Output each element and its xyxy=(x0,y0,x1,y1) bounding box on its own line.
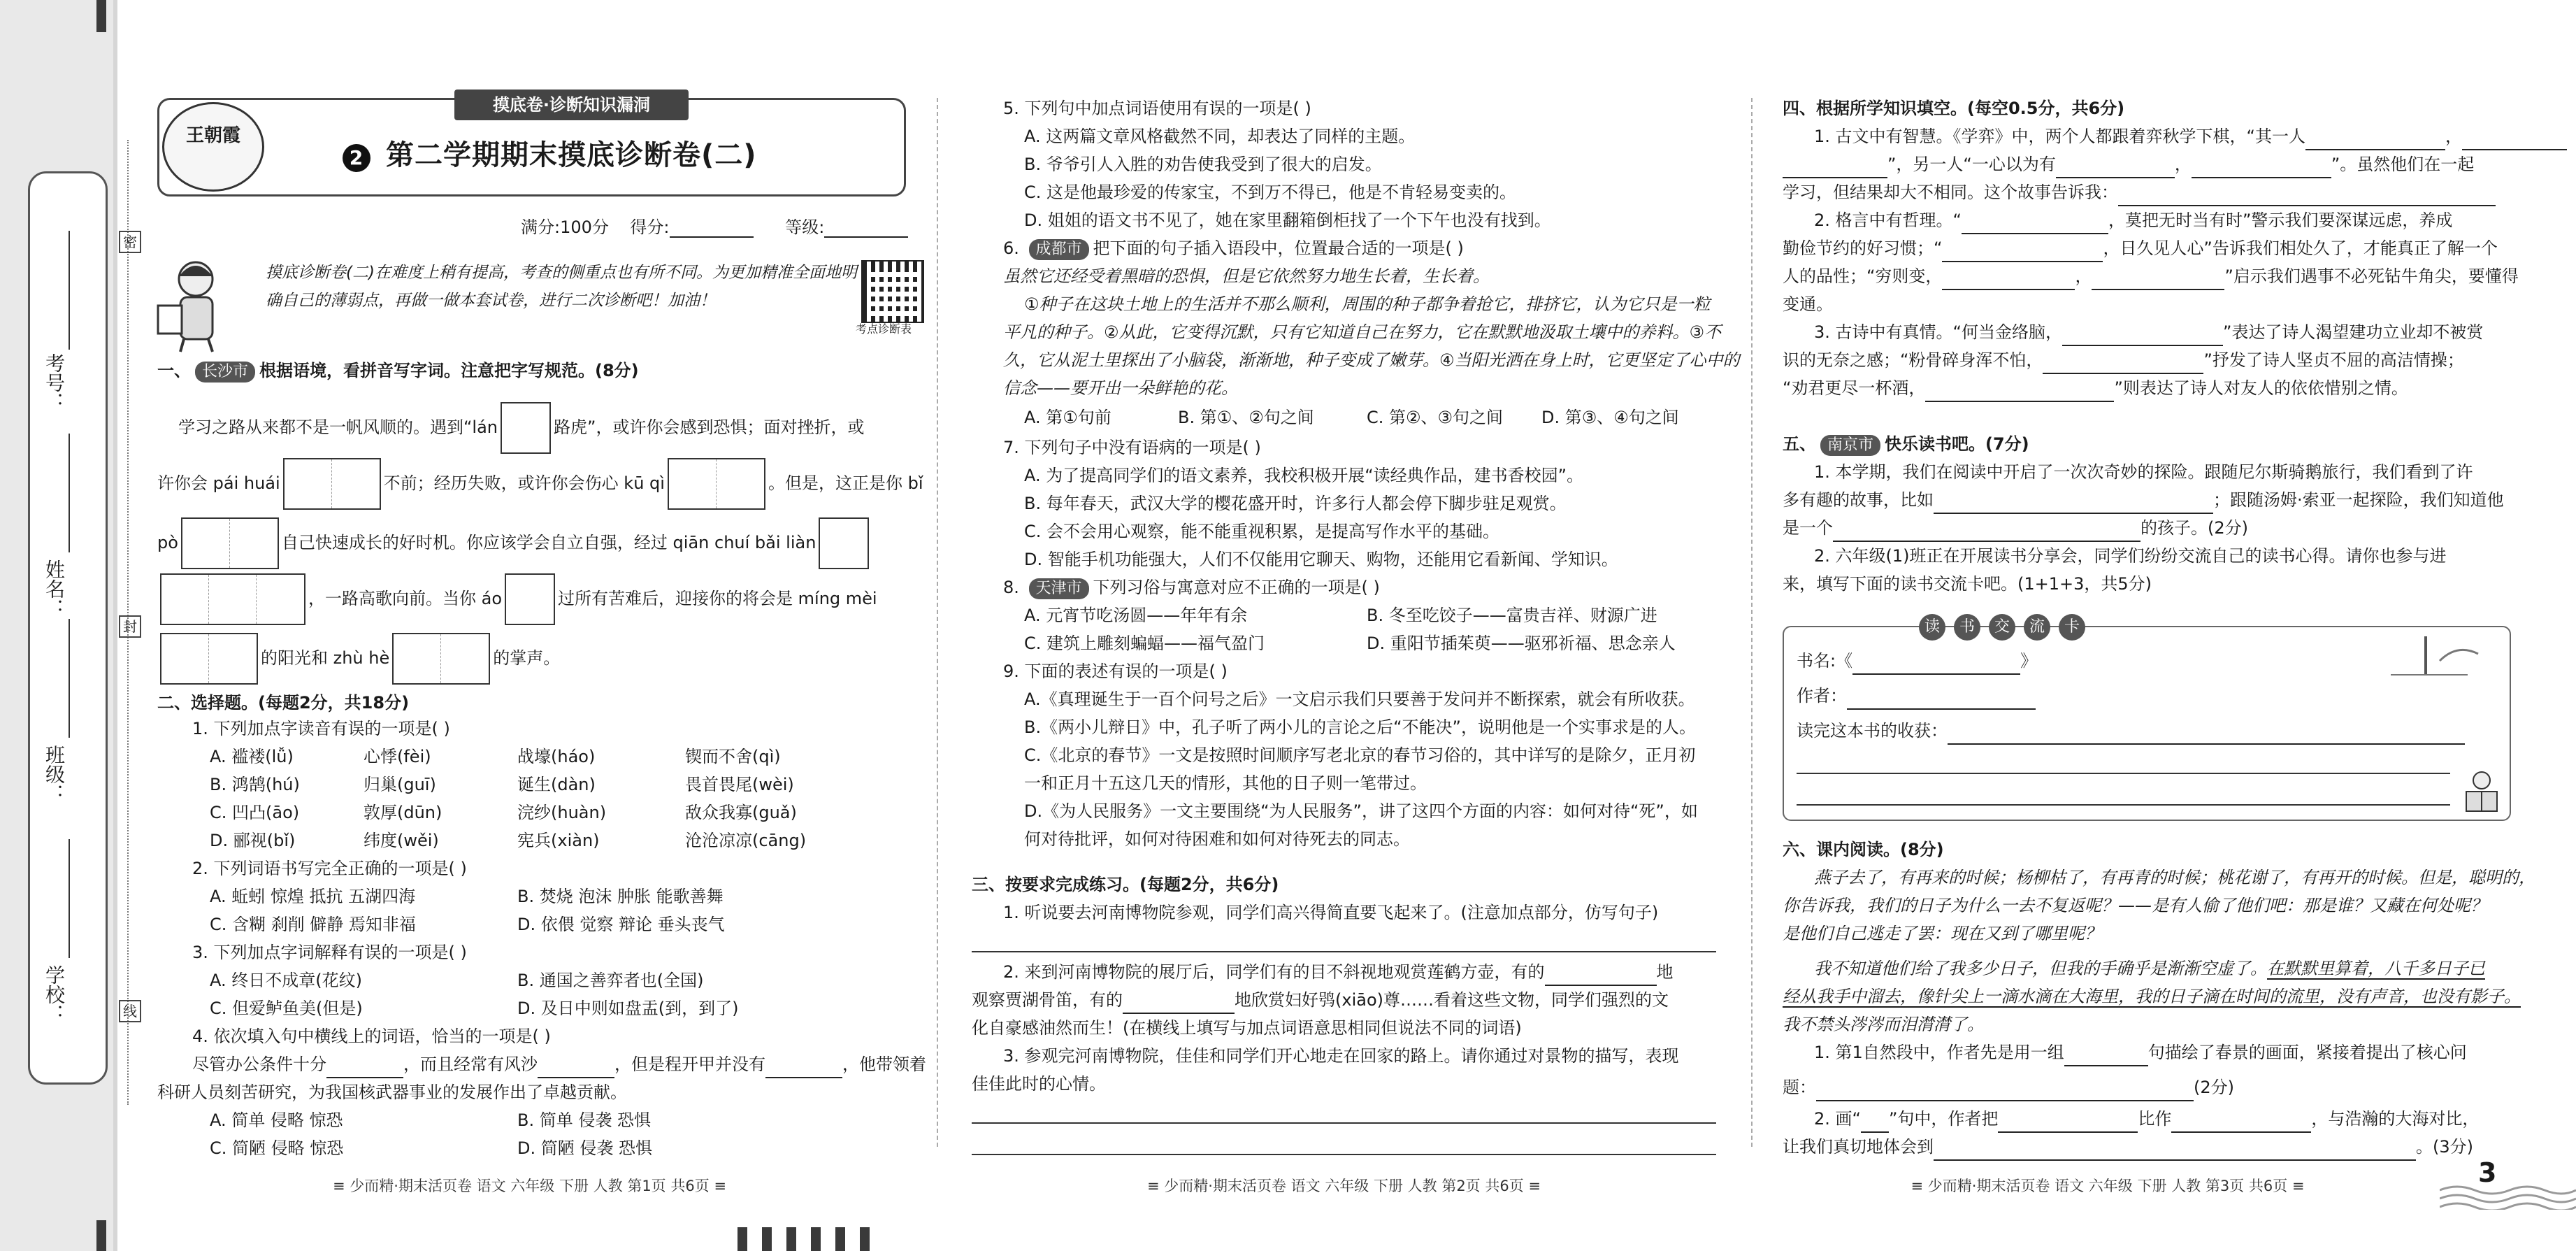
publisher-logo xyxy=(162,102,264,192)
s1-text: 不前；经历失败，或许你会伤心 kū qì xyxy=(383,473,665,493)
option-item[interactable]: D. 第③、④句之间 xyxy=(1541,408,1679,427)
logo-text: 王朝霞 xyxy=(185,125,240,146)
option-item[interactable]: B. 焚烧 泡沫 肿胀 能歌善舞 xyxy=(517,887,724,906)
print-bar xyxy=(860,1227,870,1251)
intro-text: 摸底诊断卷(二)在难度上稍有提高，考查的侧重点也有所不同。为更加精准全面地明确自己的薄弱点，再做一做本套试卷，进行二次诊断吧！加油！ xyxy=(266,264,857,310)
option-item[interactable]: 沧沧凉凉(cāng) xyxy=(685,831,807,850)
s1-text: pò xyxy=(157,533,178,552)
s5-text: 多有趣的故事，比如 xyxy=(1783,490,1934,510)
card-gain-line-3[interactable] xyxy=(1797,804,2450,806)
option-item[interactable]: A. 蚯蚓 惊煌 抵抗 五湖四海 xyxy=(210,887,416,906)
option-item[interactable]: C. 会不会用心观察，能不能重视积累，是提高写作水平的基础。 xyxy=(1024,522,1500,541)
s3q2-text: 地 xyxy=(1656,962,1674,982)
question-9: 9. 下面的表述有误的一项是( ) xyxy=(1003,662,1228,681)
question-2: 2. 下列词语书写完全正确的一项是( ) xyxy=(192,859,467,878)
question-5: 5. 下列句中加点词语使用有误的一项是( ) xyxy=(1003,99,1311,118)
s5-q1: 1. 本学期，我们在阅读中开启了一次次奇妙的探险。跟随尼尔斯骑鹅旅行，我们看到了许 xyxy=(1814,462,2473,482)
print-bar xyxy=(811,1227,821,1251)
title-text: 第二学期期末摸底诊断卷(二) xyxy=(386,139,757,171)
s4-q1-cont: ”，另一人“一心以为有 ， ”。虽然他们在一起 xyxy=(1783,150,2474,178)
card-title-char: 交 xyxy=(1989,614,2015,641)
s6-q1-cont xyxy=(1783,1073,2234,1101)
s4-text: ”表达了诗人渴望建功立业却不被赏 xyxy=(2222,322,2484,342)
s4q2-blank-4[interactable] xyxy=(2092,269,2224,290)
option-item[interactable]: C. 简陋 侵略 惊恐 xyxy=(210,1138,344,1158)
s6q2-blank-4[interactable] xyxy=(1934,1140,2416,1161)
page-number: 3 xyxy=(2478,1157,2497,1188)
s1-text: 。但是，这正是你 bǐ xyxy=(768,473,923,493)
grade-label: 等级: xyxy=(785,217,825,237)
s4-text: 2. 格言中有哲理。“ xyxy=(1814,210,1962,230)
option-item[interactable]: A. 这两篇文章风格截然不同，却表达了同样的主题。 xyxy=(1024,127,1416,146)
option-item[interactable]: C. 这是他最珍爱的传家宝，不到万不得已，他是不肯轻易变卖的。 xyxy=(1024,183,1517,202)
s4-text: ”启示我们遇事不必死钻牛角尖，要懂得 xyxy=(2224,266,2519,286)
section-5-title: 快乐读书吧。(7分) xyxy=(1885,434,2029,454)
q8-text: 下列习俗与寓意对应不正确的一项是( ) xyxy=(1093,578,1380,597)
s3-question-2-cont xyxy=(972,986,1669,1014)
option-item[interactable]: B. 简单 侵袭 恐惧 xyxy=(517,1110,651,1130)
s4-text: 识的无奈之感；“粉骨碎身浑不怕， xyxy=(1783,350,2043,370)
s4-text: ”。虽然他们在一起 xyxy=(2331,155,2475,174)
option-item[interactable]: D. 重阳节插茱萸——驱邪祈福、思念亲人 xyxy=(1367,634,1676,653)
s5-q2-cont: 来，填写下面的读书交流卡吧。(1+1+3，共5分) xyxy=(1783,574,2152,594)
question-6: 6. 成都市 把下面的句子插入语段中，位置最合适的一项是( ) xyxy=(1003,234,1464,262)
school-field[interactable] xyxy=(42,965,91,1077)
option-item[interactable]: A. 简单 侵略 惊恐 xyxy=(210,1110,343,1130)
s6q1-blank-1[interactable] xyxy=(2064,1045,2148,1066)
class-label: 班级： xyxy=(43,745,66,803)
option-item[interactable]: A. 终日不成章(花纹) xyxy=(210,971,362,990)
reading-line-1: 燕子去了，有再来的时候；杨柳枯了，有再青的时候；桃花谢了，有再开的时候。但是，聪明的， xyxy=(1814,868,2535,887)
question-4-sentence xyxy=(192,1050,926,1078)
s3-question-2 xyxy=(1003,958,1674,986)
s4q3-blank-1[interactable] xyxy=(2062,325,2223,346)
q4-blank-2[interactable] xyxy=(538,1057,614,1078)
card-book-label: 书名:《 xyxy=(1797,651,1853,671)
option-item[interactable]: C.《北京的春节》一文是按照时间顺序写老北京的春节习俗的，其中详写的是除夕，正月初 xyxy=(1024,745,1696,765)
pinyin-box-zhuhe[interactable] xyxy=(392,633,490,685)
s4-text: 人的品性；“穷则变， xyxy=(1783,266,1943,286)
s3q2-blank-2[interactable] xyxy=(1123,993,1235,1014)
s1-text: 许你会 pái huái xyxy=(157,473,280,493)
card-title-char: 读 xyxy=(1919,614,1945,641)
q4-blank-1[interactable] xyxy=(326,1057,403,1078)
s4-text: 1. 古文中有智慧。《学弈》中，两个人都跟着弈秋学下棋，“其一人 xyxy=(1814,127,2305,146)
option-item[interactable]: B. 鸿鹄(hú) xyxy=(210,775,300,794)
s1-text: 自己快速成长的好时机。你应该学会自立自强，经过 qiān chuí bǎi liàn xyxy=(281,533,816,552)
option-item[interactable]: 归巢(guī) xyxy=(364,775,436,794)
section-3-heading: 三、按要求完成练习。(每题2分，共6分) xyxy=(972,875,1279,894)
q6-passage-4: 信念——要开出一朵鲜艳的花。 xyxy=(1003,378,1238,398)
reading-line-3: 是他们自己逃走了罢：现在又到了哪里呢？ xyxy=(1783,924,2101,943)
q4-text: ，但是程开甲并没有 xyxy=(614,1055,765,1074)
s6-q2 xyxy=(1814,1105,2479,1133)
s6-text: 让我们真切地体会到 xyxy=(1783,1137,1934,1157)
card-title-char: 卡 xyxy=(2059,614,2085,641)
s4-text: “劝君更尽一杯酒， xyxy=(1783,378,1926,398)
q6-text: 把下面的句子插入语段中，位置最合适的一项是( ) xyxy=(1093,238,1464,258)
reading-text: 我不知道他们给了我多少日子，但我的手确乎是渐渐空虚了。 xyxy=(1814,959,2267,978)
seal-mark-xian: 线 xyxy=(119,1000,141,1022)
pinyin-box-mingmei[interactable] xyxy=(160,633,258,685)
pinyin-box-qianchui-1[interactable] xyxy=(819,517,869,569)
section-1-line-5 xyxy=(157,633,560,685)
section-1-line-1 xyxy=(178,402,864,454)
card-gain-line-2[interactable] xyxy=(1797,773,2450,774)
s3-question-2-note: 化自豪感油然而生！(在横线上填写与加点词语意思相同但说法不同的词语) xyxy=(972,1018,1522,1038)
s4q1-blank-1[interactable] xyxy=(2305,129,2445,150)
s4-text: 3. 古诗中有真情。“何当金络脑， xyxy=(1814,322,2062,342)
s4-q2 xyxy=(1814,206,2452,234)
school-line xyxy=(69,839,70,958)
s4-q1-moral xyxy=(1783,178,2496,206)
pinyin-box-kuqi[interactable] xyxy=(668,458,765,510)
s4q1-blank-3[interactable] xyxy=(1783,157,1887,178)
title-number: 2 xyxy=(343,144,370,172)
section-5-number: 五、 xyxy=(1783,434,1816,454)
reading-underlined: 在默默里算着，八千多日子已 xyxy=(2267,959,2485,978)
s6-text: 比作 xyxy=(2138,1109,2172,1129)
footer-page-2: ≡ 少而精·期末活页卷 语文 六年级 下册 人教 第2页 共6页 ≡ xyxy=(1147,1178,1541,1194)
s4-text: 勤俭节约的好习惯；“ xyxy=(1783,238,1943,258)
card-author xyxy=(1797,682,2036,710)
card-gain xyxy=(1797,717,2465,745)
s4q1-blank-2[interactable] xyxy=(2462,129,2567,150)
s4q2-blank-2[interactable] xyxy=(1942,241,2103,262)
card-book xyxy=(1797,647,2037,675)
option-item[interactable]: 敌众我寡(guǎ) xyxy=(685,803,797,822)
section-1-line-2 xyxy=(157,458,923,510)
pinyin-box-qianchui-2[interactable] xyxy=(160,573,305,625)
s5-q2: 2. 六年级(1)班正在开展读书分享会，同学们纷纷交流自己的读书心得。请你也参与进 xyxy=(1814,546,2447,566)
s3q3-answer-line-2[interactable] xyxy=(972,1154,1716,1155)
s6-text: 。(3分) xyxy=(2416,1137,2473,1157)
option-item[interactable]: C. 含糊 刹削 僻静 焉知非福 xyxy=(210,915,416,934)
score-label: 得分: xyxy=(630,217,670,237)
reading-line-6: 我不禁头涔涔而泪潸潸了。 xyxy=(1783,1015,1984,1034)
option-item[interactable]: D.《为人民服务》一文主要围绕“为人民服务”，讲了这四个方面的内容：如何对待“死”，如 xyxy=(1024,801,1698,821)
section-6-heading: 六、课内阅读。(8分) xyxy=(1783,840,1944,859)
s4-text: ”抒发了诗人坚贞不屈的高洁情操； xyxy=(2203,350,2464,370)
s4q1-blank-4[interactable] xyxy=(2056,157,2175,178)
option-item[interactable]: A.《真理诞生于一百个问号之后》一文启示我们只要善于发问并不断探索，就会有所收获。 xyxy=(1024,689,1695,709)
option-item[interactable]: 锲而不舍(qì) xyxy=(685,747,781,766)
section-1-line-4 xyxy=(157,573,877,625)
s6q2-blank-1[interactable] xyxy=(1861,1112,1889,1133)
option-item[interactable]: C. 第②、③句之间 xyxy=(1367,408,1504,427)
print-bar xyxy=(786,1227,796,1251)
section-2-heading: 二、选择题。(每题2分，共18分) xyxy=(157,693,410,713)
name-line xyxy=(69,434,70,552)
s5q1-blank-1[interactable] xyxy=(1934,493,2213,514)
card-book-end: 》 xyxy=(2020,651,2038,671)
option-item[interactable]: B. 第①、②句之间 xyxy=(1178,408,1314,427)
card-author-blank[interactable] xyxy=(1847,689,2036,710)
s1-text: ，一路高歌向前。当你 áo xyxy=(308,589,503,608)
s4-text: ”，另一人“一心以为有 xyxy=(1887,155,2056,174)
option-item[interactable]: D. 及日中则如盘盂(到，到了) xyxy=(517,999,739,1018)
s3q2-text: 2. 来到河南博物院的展厅后，同学们有的目不斜视地观赏莲鹤方壶，有的 xyxy=(1003,962,1545,982)
s4-text: ，莫把无时当有时”警示我们要深谋远虑，养成 xyxy=(2108,210,2453,230)
pinyin-box-ao[interactable] xyxy=(505,573,555,625)
s4q3-blank-2[interactable] xyxy=(2043,353,2203,374)
q6-passage-3: 久，它从泥土里探出了小脑袋，渐渐地，种子变成了嫩芽。④当阳光洒在身上时，它更坚定了心中的 xyxy=(1003,350,1740,370)
column-divider-1 xyxy=(937,98,940,1147)
qr-code-icon[interactable] xyxy=(861,260,924,323)
reading-line-4 xyxy=(1814,955,2485,982)
s4q1-blank-6[interactable] xyxy=(2118,185,2496,206)
score-row xyxy=(521,213,908,238)
option-item[interactable]: 心悸(fèi) xyxy=(364,747,431,766)
s6q2-blank-3[interactable] xyxy=(2171,1112,2311,1133)
s6-text: (2分) xyxy=(2194,1078,2234,1097)
s4-q2-end: 变通。 xyxy=(1783,294,1833,314)
section-1-number: 一、 xyxy=(157,361,191,380)
teacher-illustration xyxy=(152,255,236,353)
s6-q2-cont xyxy=(1783,1133,2473,1161)
question-1: 1. 下列加点字读音有误的一项是( ) xyxy=(192,719,450,738)
q4-blank-3[interactable] xyxy=(765,1057,842,1078)
s1-text: 学习之路从来都不是一帆风顺的。遇到“lán xyxy=(178,417,498,437)
s4-text: 学习，但结果却大不相同。这个故事告诉我： xyxy=(1783,183,2118,202)
option-item[interactable]: A. 第①句前 xyxy=(1024,408,1111,427)
s6-text: 题： xyxy=(1783,1078,1816,1097)
footer-page-3: ≡ 少而精·期末活页卷 语文 六年级 下册 人教 第3页 共6页 ≡ xyxy=(1911,1178,2305,1194)
s4-text: ”则表达了诗人对友人的依依惜别之情。 xyxy=(2114,378,2408,398)
question-3: 3. 下列加点字词解释有误的一项是( ) xyxy=(192,943,467,962)
name-label: 姓名： xyxy=(43,559,66,618)
s4-q1: 1. 古文中有智慧。《学弈》中，两个人都跟着弈秋学下棋，“其一人 ， xyxy=(1814,122,2567,150)
print-bar xyxy=(762,1227,772,1251)
option-item[interactable]: D. 依偎 觉察 辩论 垂头丧气 xyxy=(517,915,725,934)
section-1-line-3 xyxy=(157,517,872,569)
header-tag: 摸底卷·诊断知识漏洞 xyxy=(454,90,689,120)
s4-q2-cont-2: 人的品性；“穷则变， ， ”启示我们遇事不必死钻牛角尖，要懂得 xyxy=(1783,262,2519,290)
s6-text: 1. 第1自然段中，作者先是用一组 xyxy=(1814,1043,2064,1062)
full-score: 满分:100分 xyxy=(521,217,609,237)
s4q2-blank-1[interactable] xyxy=(1962,213,2108,234)
option-item[interactable]: B.《两小儿辩日》中，孔子听了两小儿的言论之后“不能决”，说明他是一个实事求是的人。 xyxy=(1024,717,1696,737)
option-item[interactable]: 敦厚(dūn) xyxy=(364,803,442,822)
s4q1-blank-5[interactable] xyxy=(2192,157,2331,178)
option-item[interactable]: D. 简陋 侵袭 恐惧 xyxy=(517,1138,652,1158)
question-4: 4. 依次填入句中横线上的词语，恰当的一项是( ) xyxy=(192,1027,551,1046)
s6q1-blank-2[interactable] xyxy=(1816,1080,2194,1101)
s4-q3-cont-1 xyxy=(1783,346,2464,374)
option-item[interactable]: 畏首畏尾(wèi) xyxy=(685,775,794,794)
s1-text: 路虎”，或许你会感到恐惧；面对挫折，或 xyxy=(554,417,865,437)
s5q1-blank-2[interactable] xyxy=(1833,521,2140,542)
s6q2-blank-2[interactable] xyxy=(1998,1112,2138,1133)
binding-strip-edge xyxy=(113,0,117,1251)
question-8: 8. 天津市 下列习俗与寓意对应不正确的一项是( ) xyxy=(1003,573,1380,601)
question-4-sentence-end: 科研人员刻苦研究，为我国核武器事业的发展作出了卓越贡献。 xyxy=(157,1082,627,1102)
pinyin-box-paihuai[interactable] xyxy=(283,458,381,510)
option-item[interactable]: C. 但爱鲈鱼美(但是) xyxy=(210,999,363,1018)
option-item[interactable]: C. 凹凸(āo) xyxy=(210,803,300,822)
s4q2-blank-3[interactable] xyxy=(1942,269,2075,290)
reading-line-2: 你告诉我，我们的日子为什么一去不复返呢？——是有人偷了他们吧：那是谁？又藏在何处呢？ xyxy=(1783,896,2487,915)
section-4-heading: 四、根据所学知识填空。(每空0.5分，共6分) xyxy=(1783,99,2125,118)
s3q3-answer-line-1[interactable] xyxy=(972,1122,1716,1124)
s1-text: 过所有苦难后，迎接你的将会是 míng mèi xyxy=(558,589,877,608)
q4-text: ，他带领着 xyxy=(842,1055,926,1074)
section-5-city-badge: 南京市 xyxy=(1820,435,1880,456)
option-item[interactable]: D. 姐姐的语文书不见了，她在家里翻箱倒柜找了一个下午也没有找到。 xyxy=(1024,210,1551,230)
q6-passage-2: 平凡的种子。②从此，它变得沉默，只有它知道自己在努力，它在默默地汲取土壤中的养料。③不 xyxy=(1003,322,1722,342)
card-author-label: 作者： xyxy=(1797,686,1847,706)
option-item[interactable]: B. 冬至吃饺子——富贵吉祥、财源广进 xyxy=(1367,606,1657,625)
section-5-heading xyxy=(1783,430,2029,458)
s4q3-blank-3[interactable] xyxy=(1925,381,2114,402)
s6-text: 句描绘了春景的画面，紧接着提出了核心问 xyxy=(2147,1043,2467,1062)
option-item[interactable]: A. 褴褛(lǚ) xyxy=(210,747,294,766)
question-6-city-badge: 成都市 xyxy=(1029,239,1089,260)
option-item[interactable]: 宪兵(xiàn) xyxy=(517,831,600,850)
s4-q3 xyxy=(1814,318,2483,346)
footer-page-1: ≡ 少而精·期末活页卷 语文 六年级 下册 人教 第1页 共6页 ≡ xyxy=(333,1178,726,1194)
pinyin-box-bipo[interactable] xyxy=(181,517,279,569)
s6-text: 2. 画“ xyxy=(1814,1109,1861,1129)
s5-q1-cont-1 xyxy=(1783,486,2504,514)
reading-card-title xyxy=(1919,614,2094,642)
s5-q1-cont-2 xyxy=(1783,514,2248,542)
option-item[interactable]: A. 元宵节吃汤圆——年年有余 xyxy=(1024,606,1248,625)
section-1-heading xyxy=(157,357,639,385)
s5-text: 的孩子。(2分) xyxy=(2140,518,2248,538)
s4-text: ，日久见人心”告诉我们相处久了，才能真正了解一个 xyxy=(2103,238,2498,258)
option-item[interactable]: 诞生(dàn) xyxy=(517,775,596,794)
option-item[interactable]: 一和正月十五这几天的情形，其他的日子则一笔带过。 xyxy=(1024,773,1427,793)
pen-icon xyxy=(2363,633,2482,682)
question-8-city-badge: 天津市 xyxy=(1029,578,1089,599)
crop-mark-bottom xyxy=(96,1220,106,1251)
q4-text: 尽管办公条件十分 xyxy=(192,1055,326,1074)
s6-text: ，与浩瀚的大海对比， xyxy=(2311,1109,2480,1129)
s5-text: ；跟随汤姆·索亚一起探险，我们知道他 xyxy=(2213,490,2504,510)
print-bar xyxy=(737,1227,747,1251)
s3q2-text: 观察贾湖骨笛，有的 xyxy=(972,990,1123,1010)
reading-child-icon xyxy=(2461,769,2503,815)
option-item[interactable]: C. 建筑上雕刻蝙蝠——福气盈门 xyxy=(1024,634,1265,653)
s6-text: ”句中，作者把 xyxy=(1888,1109,1999,1129)
pinyin-box-lan[interactable] xyxy=(501,402,551,454)
card-book-blank[interactable] xyxy=(1852,654,2020,675)
s4-q2-cont-1 xyxy=(1783,234,2498,262)
class-field[interactable] xyxy=(42,745,91,857)
option-item[interactable]: B. 爷爷引人入胜的劝告使我受到了很大的启发。 xyxy=(1024,155,1382,174)
option-item[interactable]: 纬度(wěi) xyxy=(364,831,439,850)
option-item[interactable]: A. 为了提高同学们的语文素养，我校积极开展“读经典作品，建书香校园”。 xyxy=(1024,466,1584,485)
option-item[interactable]: D. 智能手机功能强大，人们不仅能用它聊天、购物，还能用它看新闻、学知识。 xyxy=(1024,550,1618,569)
card-gain-blank-1[interactable] xyxy=(1948,724,2465,745)
s3q1-answer-line[interactable] xyxy=(972,951,1716,952)
question-6-sentence: 虽然它还经受着黑暗的恐惧，但是它依然努力地生长着，生长着。 xyxy=(1003,266,1490,286)
qr-caption: 考点诊断表 xyxy=(856,322,912,336)
option-item[interactable]: 浣纱(huàn) xyxy=(517,803,607,822)
option-item[interactable]: D. 郦视(bǐ) xyxy=(210,831,296,850)
exam-number-field[interactable] xyxy=(42,353,91,465)
s3q2-blank-1[interactable] xyxy=(1545,965,1657,986)
section-1-title: 根据语境，看拼音写字词。注意把字写规范。(8分) xyxy=(259,361,639,380)
s5-text: 是一个 xyxy=(1783,518,1833,538)
q4-text: ，而且经常有风沙 xyxy=(403,1055,538,1074)
s1-text: 的阳光和 zhù hè xyxy=(261,648,390,668)
exam-number-line xyxy=(69,231,70,350)
seal-mark-feng: 封 xyxy=(119,615,141,638)
s3-question-3-cont: 佳佳此时的心情。 xyxy=(972,1074,1106,1094)
question-7: 7. 下列句子中没有语病的一项是( ) xyxy=(1003,438,1261,457)
page-title xyxy=(343,133,757,173)
print-bar xyxy=(835,1227,845,1251)
s6-q1 xyxy=(1814,1038,2467,1066)
s3q2-text: 地欣赏妇好鸮(xiāo)尊……看着这些文物，同学们强烈的文 xyxy=(1235,990,1669,1010)
section-1-city-badge: 长沙市 xyxy=(195,362,255,383)
option-item[interactable]: B. 通国之善弈者也(全国) xyxy=(517,971,704,990)
card-gain-label: 读完这本书的收获： xyxy=(1797,721,1948,741)
class-line xyxy=(69,619,70,738)
s3-question-1: 1. 听说要去河南博物院参观，同学们高兴得简直要飞起来了。(注意加点部分，仿写句子) xyxy=(1003,903,1659,922)
option-item[interactable]: B. 每年春天，武汉大学的樱花盛开时，许多行人都会停下脚步驻足观赏。 xyxy=(1024,494,1567,513)
reading-line-5: 经从我手中溜去，像针尖上一滴水滴在大海里，我的日子滴在时间的流里，没有声音，也没有影子。 xyxy=(1783,987,2521,1006)
option-item[interactable]: 何对待批评，如何对待困难和如何对待死去的同志。 xyxy=(1024,829,1410,849)
grade-blank[interactable] xyxy=(824,217,908,238)
card-title-char: 书 xyxy=(1954,614,1980,641)
column-divider-2 xyxy=(1751,98,1754,1147)
crop-mark-top xyxy=(96,0,106,32)
s4-q3-cont-2 xyxy=(1783,374,2408,402)
card-title-char: 流 xyxy=(2024,614,2050,641)
score-blank[interactable] xyxy=(670,217,754,238)
wave-decoration-icon xyxy=(2440,1182,2576,1210)
option-item[interactable]: 战壕(háo) xyxy=(517,747,596,766)
name-field[interactable] xyxy=(42,559,91,671)
exam-number-label: 考号： xyxy=(43,353,66,412)
school-label: 学校： xyxy=(43,965,66,1024)
s1-text: 的掌声。 xyxy=(493,648,561,668)
s3-question-3: 3. 参观完河南博物院，佳佳和同学们开心地走在回家的路上。请你通过对景物的描写，表现 xyxy=(1003,1046,1679,1066)
seal-mark-mi: 密 xyxy=(119,231,141,253)
q6-passage-1: ①种子在这块土地上的生活并不那么顺利，周围的种子都争着抢它，排挤它，认为它只是一粒 xyxy=(1024,294,1711,314)
